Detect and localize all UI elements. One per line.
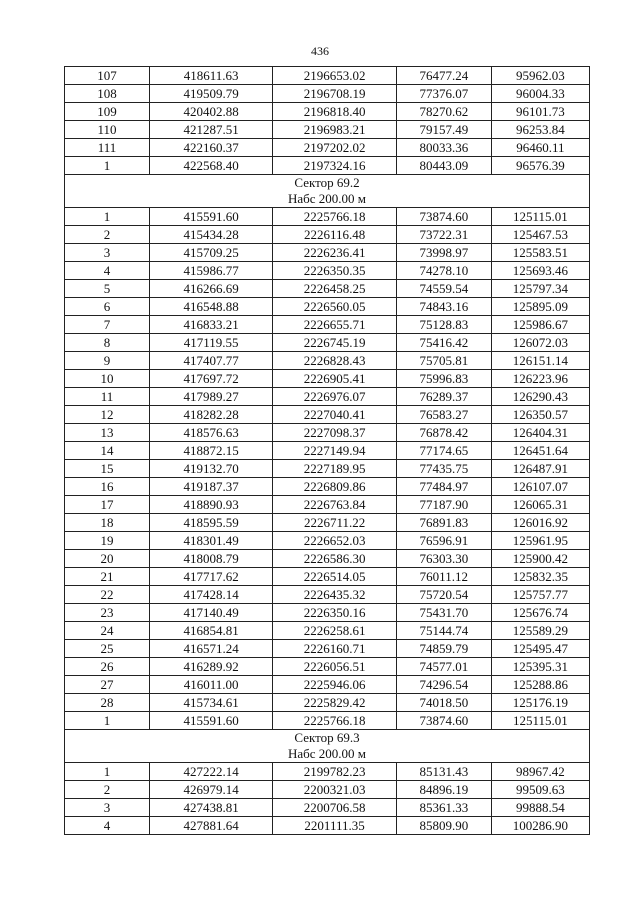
table-row xyxy=(65,442,590,460)
point-number-cell: 28 xyxy=(65,694,150,712)
local-x-cell: 85361.33 xyxy=(396,799,491,817)
point-number-cell: 21 xyxy=(65,568,150,586)
point-number-cell: 111 xyxy=(65,139,150,157)
table-row xyxy=(65,658,590,676)
local-x-cell: 77174.65 xyxy=(396,442,491,460)
local-x-cell: 76596.91 xyxy=(396,532,491,550)
point-number-cell: 11 xyxy=(65,388,150,406)
y-coordinate-cell: 2226056.51 xyxy=(273,658,396,676)
local-y-cell: 126451.64 xyxy=(491,442,589,460)
table-row xyxy=(65,532,590,550)
local-x-cell: 76303.30 xyxy=(396,550,491,568)
local-y-cell: 125693.46 xyxy=(491,262,589,280)
y-coordinate-cell: 2226160.71 xyxy=(273,640,396,658)
x-coordinate-cell: 415709.25 xyxy=(149,244,272,262)
point-number-cell: 2 xyxy=(65,781,150,799)
y-coordinate-cell: 2227040.41 xyxy=(273,406,396,424)
y-coordinate-cell: 2227149.94 xyxy=(273,442,396,460)
local-x-cell: 75416.42 xyxy=(396,334,491,352)
table-row xyxy=(65,817,590,835)
table-row xyxy=(65,157,590,175)
point-number-cell: 19 xyxy=(65,532,150,550)
point-number-cell: 110 xyxy=(65,121,150,139)
local-y-cell: 126016.92 xyxy=(491,514,589,532)
local-y-cell: 126404.31 xyxy=(491,424,589,442)
y-coordinate-cell: 2200321.03 xyxy=(273,781,396,799)
local-y-cell: 98967.42 xyxy=(491,763,589,781)
local-y-cell: 96253.84 xyxy=(491,121,589,139)
y-coordinate-cell: 2226586.30 xyxy=(273,550,396,568)
x-coordinate-cell: 418595.59 xyxy=(149,514,272,532)
y-coordinate-cell: 2196983.21 xyxy=(273,121,396,139)
table-row xyxy=(65,460,590,478)
y-coordinate-cell: 2201111.35 xyxy=(273,817,396,835)
table-row xyxy=(65,67,590,85)
local-x-cell: 75720.54 xyxy=(396,586,491,604)
local-y-cell: 126487.91 xyxy=(491,460,589,478)
local-x-cell: 75128.83 xyxy=(396,316,491,334)
table-row xyxy=(65,568,590,586)
local-y-cell: 126107.07 xyxy=(491,478,589,496)
local-x-cell: 75144.74 xyxy=(396,622,491,640)
local-y-cell: 96460.11 xyxy=(491,139,589,157)
table-row xyxy=(65,316,590,334)
table-row xyxy=(65,712,590,730)
table-row xyxy=(65,226,590,244)
x-coordinate-cell: 416548.88 xyxy=(149,298,272,316)
table-row xyxy=(65,262,590,280)
y-coordinate-cell: 2225829.42 xyxy=(273,694,396,712)
x-coordinate-cell: 420402.88 xyxy=(149,103,272,121)
y-coordinate-cell: 2227189.95 xyxy=(273,460,396,478)
x-coordinate-cell: 427881.64 xyxy=(149,817,272,835)
x-coordinate-cell: 415591.60 xyxy=(149,208,272,226)
table-row xyxy=(65,478,590,496)
point-number-cell: 14 xyxy=(65,442,150,460)
local-y-cell: 95962.03 xyxy=(491,67,589,85)
local-y-cell: 125495.47 xyxy=(491,640,589,658)
x-coordinate-cell: 417717.62 xyxy=(149,568,272,586)
x-coordinate-cell: 419509.79 xyxy=(149,85,272,103)
table-row xyxy=(65,370,590,388)
x-coordinate-cell: 416833.21 xyxy=(149,316,272,334)
y-coordinate-cell: 2196818.40 xyxy=(273,103,396,121)
y-coordinate-cell: 2226652.03 xyxy=(273,532,396,550)
local-y-cell: 125288.86 xyxy=(491,676,589,694)
local-y-cell: 125395.31 xyxy=(491,658,589,676)
local-x-cell: 73874.60 xyxy=(396,208,491,226)
y-coordinate-cell: 2225946.06 xyxy=(273,676,396,694)
local-y-cell: 126065.31 xyxy=(491,496,589,514)
local-x-cell: 75996.83 xyxy=(396,370,491,388)
point-number-cell: 26 xyxy=(65,658,150,676)
y-coordinate-cell: 2197202.02 xyxy=(273,139,396,157)
local-y-cell: 126223.96 xyxy=(491,370,589,388)
y-coordinate-cell: 2226236.41 xyxy=(273,244,396,262)
y-coordinate-cell: 2225766.18 xyxy=(273,208,396,226)
local-x-cell: 73874.60 xyxy=(396,712,491,730)
local-x-cell: 80033.36 xyxy=(396,139,491,157)
table-row xyxy=(65,799,590,817)
local-x-cell: 76891.83 xyxy=(396,514,491,532)
x-coordinate-cell: 415591.60 xyxy=(149,712,272,730)
local-x-cell: 75705.81 xyxy=(396,352,491,370)
point-number-cell: 1 xyxy=(65,157,150,175)
x-coordinate-cell: 417140.49 xyxy=(149,604,272,622)
x-coordinate-cell: 426979.14 xyxy=(149,781,272,799)
table-row xyxy=(65,334,590,352)
local-y-cell: 125986.67 xyxy=(491,316,589,334)
table-row xyxy=(65,550,590,568)
x-coordinate-cell: 418890.93 xyxy=(149,496,272,514)
local-y-cell: 126350.57 xyxy=(491,406,589,424)
y-coordinate-cell: 2196708.19 xyxy=(273,85,396,103)
point-number-cell: 24 xyxy=(65,622,150,640)
local-x-cell: 74577.01 xyxy=(396,658,491,676)
y-coordinate-cell: 2225766.18 xyxy=(273,712,396,730)
local-y-cell: 125467.53 xyxy=(491,226,589,244)
sector-title: Сектор 69.2 xyxy=(65,175,590,192)
y-coordinate-cell: 2226976.07 xyxy=(273,388,396,406)
table-row xyxy=(65,139,590,157)
point-number-cell: 7 xyxy=(65,316,150,334)
table-row xyxy=(65,298,590,316)
y-coordinate-cell: 2226258.61 xyxy=(273,622,396,640)
table-row xyxy=(65,514,590,532)
point-number-cell: 107 xyxy=(65,67,150,85)
local-x-cell: 77484.97 xyxy=(396,478,491,496)
local-y-cell: 125176.19 xyxy=(491,694,589,712)
x-coordinate-cell: 421287.51 xyxy=(149,121,272,139)
x-coordinate-cell: 417428.14 xyxy=(149,586,272,604)
point-number-cell: 1 xyxy=(65,763,150,781)
point-number-cell: 1 xyxy=(65,208,150,226)
local-y-cell: 126072.03 xyxy=(491,334,589,352)
point-number-cell: 20 xyxy=(65,550,150,568)
point-number-cell: 12 xyxy=(65,406,150,424)
table-row xyxy=(65,121,590,139)
point-number-cell: 9 xyxy=(65,352,150,370)
x-coordinate-cell: 427438.81 xyxy=(149,799,272,817)
y-coordinate-cell: 2226458.25 xyxy=(273,280,396,298)
point-number-cell: 8 xyxy=(65,334,150,352)
table-row xyxy=(65,676,590,694)
local-x-cell: 74859.79 xyxy=(396,640,491,658)
local-y-cell: 96004.33 xyxy=(491,85,589,103)
sector-header-row xyxy=(65,175,590,192)
y-coordinate-cell: 2226116.48 xyxy=(273,226,396,244)
table-row xyxy=(65,694,590,712)
local-y-cell: 96576.39 xyxy=(491,157,589,175)
y-coordinate-cell: 2226763.84 xyxy=(273,496,396,514)
y-coordinate-cell: 2226350.16 xyxy=(273,604,396,622)
point-number-cell: 109 xyxy=(65,103,150,121)
x-coordinate-cell: 418282.28 xyxy=(149,406,272,424)
x-coordinate-cell: 427222.14 xyxy=(149,763,272,781)
local-y-cell: 125900.42 xyxy=(491,550,589,568)
local-y-cell: 126151.14 xyxy=(491,352,589,370)
local-y-cell: 125583.51 xyxy=(491,244,589,262)
coordinates-table xyxy=(64,66,590,835)
local-x-cell: 85131.43 xyxy=(396,763,491,781)
y-coordinate-cell: 2226905.41 xyxy=(273,370,396,388)
local-y-cell: 99509.63 xyxy=(491,781,589,799)
y-coordinate-cell: 2196653.02 xyxy=(273,67,396,85)
x-coordinate-cell: 418576.63 xyxy=(149,424,272,442)
local-y-cell: 125797.34 xyxy=(491,280,589,298)
y-coordinate-cell: 2227098.37 xyxy=(273,424,396,442)
local-y-cell: 125589.29 xyxy=(491,622,589,640)
local-y-cell: 125115.01 xyxy=(491,208,589,226)
local-x-cell: 76289.37 xyxy=(396,388,491,406)
x-coordinate-cell: 422568.40 xyxy=(149,157,272,175)
local-y-cell: 125832.35 xyxy=(491,568,589,586)
table-row xyxy=(65,388,590,406)
y-coordinate-cell: 2197324.16 xyxy=(273,157,396,175)
table-row xyxy=(65,208,590,226)
local-y-cell: 125676.74 xyxy=(491,604,589,622)
x-coordinate-cell: 417119.55 xyxy=(149,334,272,352)
y-coordinate-cell: 2226828.43 xyxy=(273,352,396,370)
x-coordinate-cell: 416571.24 xyxy=(149,640,272,658)
x-coordinate-cell: 415986.77 xyxy=(149,262,272,280)
point-number-cell: 1 xyxy=(65,712,150,730)
x-coordinate-cell: 418611.63 xyxy=(149,67,272,85)
y-coordinate-cell: 2226745.19 xyxy=(273,334,396,352)
table-row xyxy=(65,244,590,262)
point-number-cell: 2 xyxy=(65,226,150,244)
point-number-cell: 4 xyxy=(65,262,150,280)
table-row xyxy=(65,424,590,442)
x-coordinate-cell: 417989.27 xyxy=(149,388,272,406)
x-coordinate-cell: 416266.69 xyxy=(149,280,272,298)
table-row xyxy=(65,280,590,298)
y-coordinate-cell: 2226350.35 xyxy=(273,262,396,280)
local-y-cell: 125961.95 xyxy=(491,532,589,550)
y-coordinate-cell: 2226435.32 xyxy=(273,586,396,604)
local-x-cell: 74018.50 xyxy=(396,694,491,712)
x-coordinate-cell: 417697.72 xyxy=(149,370,272,388)
table-row xyxy=(65,85,590,103)
y-coordinate-cell: 2226514.05 xyxy=(273,568,396,586)
local-x-cell: 84896.19 xyxy=(396,781,491,799)
point-number-cell: 16 xyxy=(65,478,150,496)
y-coordinate-cell: 2226809.86 xyxy=(273,478,396,496)
local-x-cell: 73998.97 xyxy=(396,244,491,262)
point-number-cell: 15 xyxy=(65,460,150,478)
local-x-cell: 76477.24 xyxy=(396,67,491,85)
point-number-cell: 3 xyxy=(65,244,150,262)
table-row xyxy=(65,406,590,424)
local-x-cell: 80443.09 xyxy=(396,157,491,175)
y-coordinate-cell: 2226711.22 xyxy=(273,514,396,532)
sector-height-row xyxy=(65,191,590,208)
table-row xyxy=(65,781,590,799)
sector-height-row xyxy=(65,746,590,763)
local-x-cell: 76011.12 xyxy=(396,568,491,586)
local-y-cell: 126290.43 xyxy=(491,388,589,406)
table-row xyxy=(65,496,590,514)
table-row xyxy=(65,103,590,121)
local-x-cell: 73722.31 xyxy=(396,226,491,244)
point-number-cell: 108 xyxy=(65,85,150,103)
local-x-cell: 85809.90 xyxy=(396,817,491,835)
sector-title: Сектор 69.3 xyxy=(65,730,590,747)
local-x-cell: 74296.54 xyxy=(396,676,491,694)
point-number-cell: 13 xyxy=(65,424,150,442)
y-coordinate-cell: 2199782.23 xyxy=(273,763,396,781)
x-coordinate-cell: 418301.49 xyxy=(149,532,272,550)
point-number-cell: 23 xyxy=(65,604,150,622)
point-number-cell: 17 xyxy=(65,496,150,514)
point-number-cell: 27 xyxy=(65,676,150,694)
y-coordinate-cell: 2226655.71 xyxy=(273,316,396,334)
local-x-cell: 79157.49 xyxy=(396,121,491,139)
table-row xyxy=(65,622,590,640)
y-coordinate-cell: 2226560.05 xyxy=(273,298,396,316)
local-x-cell: 78270.62 xyxy=(396,103,491,121)
local-x-cell: 74559.54 xyxy=(396,280,491,298)
table-row xyxy=(65,604,590,622)
sector-header-row xyxy=(65,730,590,747)
table-row xyxy=(65,763,590,781)
x-coordinate-cell: 419187.37 xyxy=(149,478,272,496)
x-coordinate-cell: 415434.28 xyxy=(149,226,272,244)
y-coordinate-cell: 2200706.58 xyxy=(273,799,396,817)
coordinates-table-body xyxy=(65,67,590,835)
point-number-cell: 18 xyxy=(65,514,150,532)
point-number-cell: 3 xyxy=(65,799,150,817)
x-coordinate-cell: 422160.37 xyxy=(149,139,272,157)
sector-height: Набс 200.00 м xyxy=(65,191,590,208)
table-row xyxy=(65,352,590,370)
table-row xyxy=(65,640,590,658)
local-y-cell: 99888.54 xyxy=(491,799,589,817)
local-x-cell: 77435.75 xyxy=(396,460,491,478)
point-number-cell: 6 xyxy=(65,298,150,316)
x-coordinate-cell: 418008.79 xyxy=(149,550,272,568)
local-y-cell: 96101.73 xyxy=(491,103,589,121)
point-number-cell: 22 xyxy=(65,586,150,604)
local-x-cell: 75431.70 xyxy=(396,604,491,622)
local-y-cell: 125895.09 xyxy=(491,298,589,316)
point-number-cell: 10 xyxy=(65,370,150,388)
local-y-cell: 100286.90 xyxy=(491,817,589,835)
x-coordinate-cell: 416011.00 xyxy=(149,676,272,694)
point-number-cell: 5 xyxy=(65,280,150,298)
local-x-cell: 74278.10 xyxy=(396,262,491,280)
local-y-cell: 125757.77 xyxy=(491,586,589,604)
table-row xyxy=(65,586,590,604)
local-y-cell: 125115.01 xyxy=(491,712,589,730)
x-coordinate-cell: 416289.92 xyxy=(149,658,272,676)
local-x-cell: 77376.07 xyxy=(396,85,491,103)
x-coordinate-cell: 416854.81 xyxy=(149,622,272,640)
local-x-cell: 74843.16 xyxy=(396,298,491,316)
local-x-cell: 77187.90 xyxy=(396,496,491,514)
local-x-cell: 76878.42 xyxy=(396,424,491,442)
x-coordinate-cell: 418872.15 xyxy=(149,442,272,460)
x-coordinate-cell: 419132.70 xyxy=(149,460,272,478)
local-x-cell: 76583.27 xyxy=(396,406,491,424)
point-number-cell: 4 xyxy=(65,817,150,835)
point-number-cell: 25 xyxy=(65,640,150,658)
x-coordinate-cell: 417407.77 xyxy=(149,352,272,370)
x-coordinate-cell: 415734.61 xyxy=(149,694,272,712)
sector-height: Набс 200.00 м xyxy=(65,746,590,763)
page-number: 436 xyxy=(311,44,329,58)
